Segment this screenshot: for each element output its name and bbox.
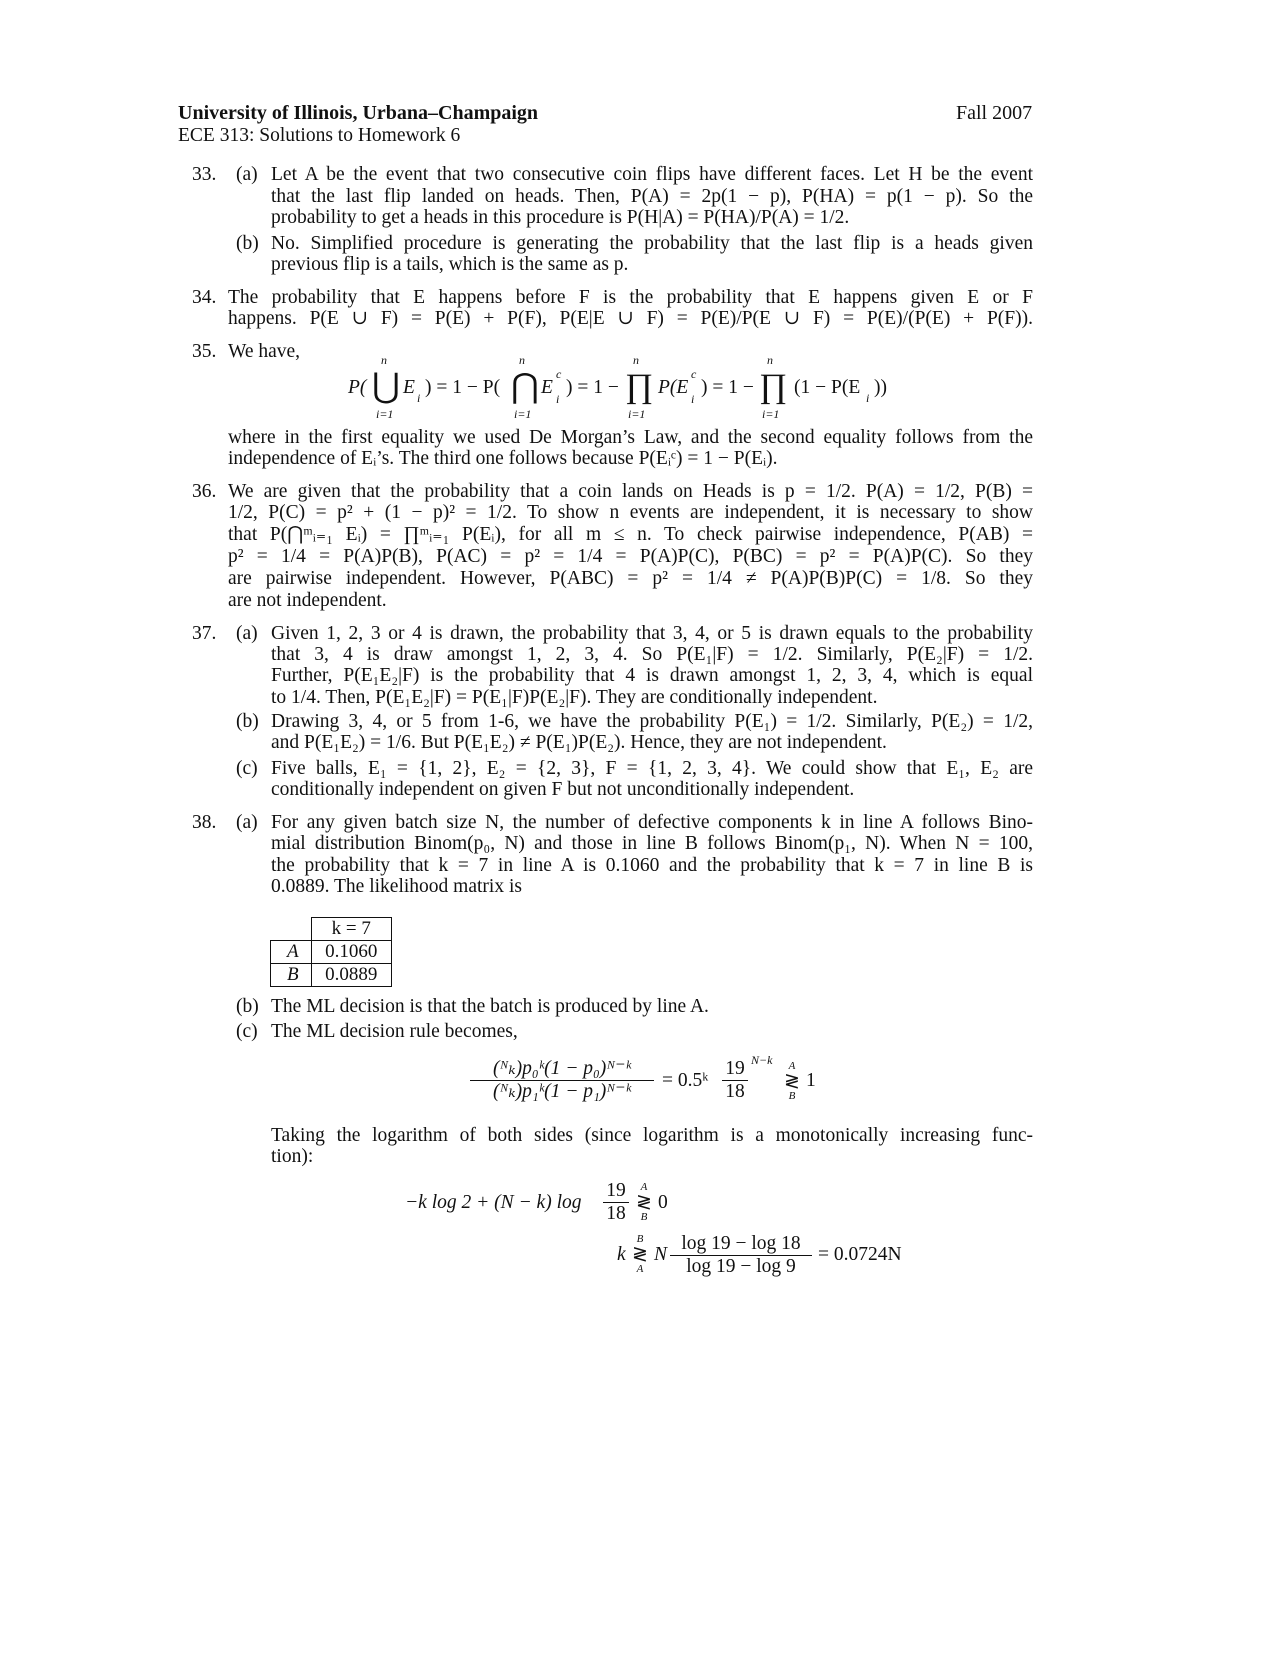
part-label: (c) <box>236 758 258 779</box>
eq-term: 0 <box>658 1192 668 1213</box>
table-row <box>271 941 392 964</box>
eq-term: P( <box>348 377 367 398</box>
fraction <box>722 1058 748 1103</box>
numerator: log 19 − log 18 <box>670 1233 812 1256</box>
limit-upper: n <box>381 353 387 367</box>
limit-upper: n <box>519 353 525 367</box>
row-label: B <box>271 964 312 987</box>
denominator: 18 <box>606 1203 626 1224</box>
part-label: (b) <box>236 996 259 1017</box>
text-line: are not independent. <box>228 590 387 611</box>
decision-relation <box>632 1234 648 1275</box>
table-header: k = 7 <box>311 918 391 941</box>
relation-bottom: B <box>640 1211 648 1223</box>
eq-term: (1 − P(E <box>794 377 861 398</box>
eq-term: N <box>654 1244 668 1265</box>
eq-term: k <box>617 1244 626 1265</box>
text-line: are pairwise independent. However, P(ABC) = p² = 1/4 ≠ P(A)P(B)P(C) = 1/8. So they <box>228 568 1033 589</box>
part-label: (b) <box>236 711 259 732</box>
course-title: ECE 313: Solutions to Homework 6 <box>178 125 461 146</box>
text-line: The ML decision rule becomes, <box>271 1021 518 1042</box>
relation-top: A <box>788 1060 796 1072</box>
text-line: 0.0889. The likelihood matrix is <box>271 876 522 897</box>
text-line: where in the first equality we used De Morgan’s Law, and the second equality follows from the <box>228 427 1033 448</box>
limit-upper: n <box>767 353 773 367</box>
exponent: N−k <box>751 1053 773 1067</box>
fraction <box>603 1180 629 1225</box>
decision-relation <box>784 1061 800 1102</box>
text-line: independence of Eᵢ’s. The third one follows because P(Eᵢᶜ) = 1 − P(Eᵢ). <box>228 448 778 469</box>
text-line: probability to get a heads in this procedure is P(H|A) = P(HA)/P(A) = 1/2. <box>271 207 850 228</box>
decision-relation <box>636 1182 652 1223</box>
part-label: (b) <box>236 233 259 254</box>
limit-upper: n <box>633 353 639 367</box>
relation-top: B <box>636 1233 644 1245</box>
text-line: previous flip is a tails, which is the same as p. <box>271 254 629 275</box>
text-line: We have, <box>228 341 301 362</box>
eq-term: E <box>403 377 415 398</box>
eq-term: = 0.0724N <box>818 1244 902 1265</box>
numerator: (ᴺₖ)p₀ᵏ(1 − p₀)ᴺ⁻ᵏ <box>470 1058 654 1081</box>
subscript: i <box>556 392 560 406</box>
relation-symbol: ≷ <box>632 1244 648 1265</box>
text-line: Further, P(E₁E₂|F) is the probability that 4 is drawn amongst 1, 2, 3, 4, which is equal <box>271 665 1033 686</box>
fraction <box>470 1058 654 1103</box>
union-symbol: ⋃ <box>372 368 400 405</box>
eq-term: −k log 2 + (N − k) log <box>405 1192 582 1213</box>
table-row <box>271 964 392 987</box>
text-line: to 1/4. Then, P(E₁E₂|F) = P(E₁|F)P(E₂|F). They are conditionally independent. <box>271 687 878 708</box>
eq-term: = 0.5ᵏ <box>662 1070 709 1091</box>
text-line: For any given batch size N, the number of defective components k in line A follows Bino- <box>271 812 1033 833</box>
text-line: that 3, 4 is draw amongst 1, 2, 3, 4. So P(E₁|F) = 1/2. Similarly, P(E₂|F) = 1/2. <box>271 644 1033 665</box>
likelihood-matrix <box>270 917 392 987</box>
product-symbol: ∏ <box>625 368 653 405</box>
superscript: c <box>691 367 697 381</box>
relation-top: A <box>640 1181 648 1193</box>
subscript: i <box>866 391 870 405</box>
text-line: Drawing 3, 4, or 5 from 1-6, we have the probability P(E₁) = 1/2. Similarly, P(E₂) = 1/2, <box>271 711 1033 732</box>
subscript: i <box>691 392 695 406</box>
text-line: happens. P(E ∪ F) = P(E) + P(F), P(E|E ∪ F) = P(E)/P(E ∪ F) = P(E)/(P(E) + P(F)). <box>228 308 1033 329</box>
limit-lower: i=1 <box>376 407 394 421</box>
limit-lower: i=1 <box>514 407 532 421</box>
institution-title: University of Illinois, Urbana–Champaign <box>178 102 539 124</box>
eq-term: ) = 1 − <box>701 377 754 398</box>
relation-symbol: ≷ <box>784 1071 800 1092</box>
text-line: The probability that E happens before F is the probability that E happens given E or F <box>228 287 1033 308</box>
denominator: log 19 − log 9 <box>686 1256 796 1277</box>
text-line: the probability that k = 7 in line A is 0.1060 and the probability that k = 7 in line B is <box>271 855 1033 876</box>
cell-value: 0.0889 <box>311 964 391 987</box>
relation-bottom: A <box>636 1263 644 1275</box>
text-line: mial distribution Binom(p₀, N) and those in line B follows Binom(p₁, N). When N = 100, <box>271 833 1033 854</box>
text-line: p² = 1/4 = P(A)P(B), P(AC) = p² = 1/4 = P(A)P(C), P(BC) = p² = P(A)P(C). So they <box>228 546 1033 567</box>
term: Fall 2007 <box>956 102 1033 124</box>
text-line: conditionally independent on given F but not unconditionally independent. <box>271 779 855 800</box>
limit-lower: i=1 <box>628 407 646 421</box>
subscript: i <box>417 391 421 405</box>
relation-bottom: B <box>788 1090 796 1102</box>
fraction <box>670 1233 812 1278</box>
cell-value: 0.1060 <box>311 941 391 964</box>
part-label: (c) <box>236 1021 258 1042</box>
problem-number: 35. <box>192 341 217 362</box>
eq-term: )) <box>874 377 887 398</box>
intersection-symbol: ⋂ <box>511 368 539 405</box>
text-line: The ML decision is that the batch is produced by line A. <box>271 996 709 1017</box>
numerator: 19 <box>722 1058 748 1081</box>
eq-term: ) = 1 − P( <box>425 377 501 398</box>
part-label: (a) <box>236 164 258 185</box>
text-line: 1/2, P(C) = p² + (1 − p)² = 1/2. To show n events are independent, it is necessary to show <box>228 502 1033 523</box>
problem-number: 36. <box>192 481 217 502</box>
text-line: Given 1, 2, 3 or 4 is drawn, the probability that 3, 4, or 5 is drawn equals to the probability <box>271 623 1033 644</box>
problem-number: 37. <box>192 623 217 644</box>
problem-number: 33. <box>192 164 217 185</box>
part-label: (a) <box>236 812 258 833</box>
row-label: A <box>271 941 312 964</box>
problem-number: 34. <box>192 287 217 308</box>
text-line: that the last flip landed on heads. Then, P(A) = 2p(1 − p), P(HA) = p(1 − p). So the <box>271 186 1033 207</box>
part-label: (a) <box>236 623 258 644</box>
superscript: c <box>556 367 562 381</box>
text-line: No. Simplified procedure is generating the probability that the last flip is a heads given <box>271 233 1033 254</box>
product-symbol: ∏ <box>759 368 787 405</box>
denominator: 18 <box>725 1081 745 1102</box>
text-line: and P(E₁E₂) = 1/6. But P(E₁E₂) ≠ P(E₁)P(E₂). Hence, they are not independent. <box>271 732 887 753</box>
eq-term: ) = 1 − <box>566 377 619 398</box>
text-line: We are given that the probability that a coin lands on Heads is p = 1/2. P(A) = 1/2, P(B) = <box>228 481 1033 502</box>
eq-term: P(E <box>658 377 689 398</box>
text-line: that P(⋂ᵐᵢ₌₁ Eᵢ) = ∏ᵐᵢ₌₁ P(Eᵢ), for all m ≤ n. To check pairwise independence, P(AB) = <box>228 524 1033 545</box>
denominator: (ᴺₖ)p₁ᵏ(1 − p₁)ᴺ⁻ᵏ <box>493 1081 631 1102</box>
text-line: Let A be the event that two consecutive coin flips have different faces. Let H be the event <box>271 164 1033 185</box>
text-line: Taking the logarithm of both sides (since logarithm is a monotonically increasing func- <box>271 1125 1033 1146</box>
problem-number: 38. <box>192 812 217 833</box>
text-line: tion): <box>271 1146 314 1167</box>
eq-term: 1 <box>806 1070 816 1091</box>
relation-symbol: ≷ <box>636 1192 652 1213</box>
table-row <box>271 918 392 941</box>
limit-lower: i=1 <box>762 407 780 421</box>
eq-term: E <box>541 377 553 398</box>
numerator: 19 <box>603 1180 629 1203</box>
text-line: Five balls, E₁ = {1, 2}, E₂ = {2, 3}, F = {1, 2, 3, 4}. We could show that E₁, E₂ are <box>271 758 1033 779</box>
